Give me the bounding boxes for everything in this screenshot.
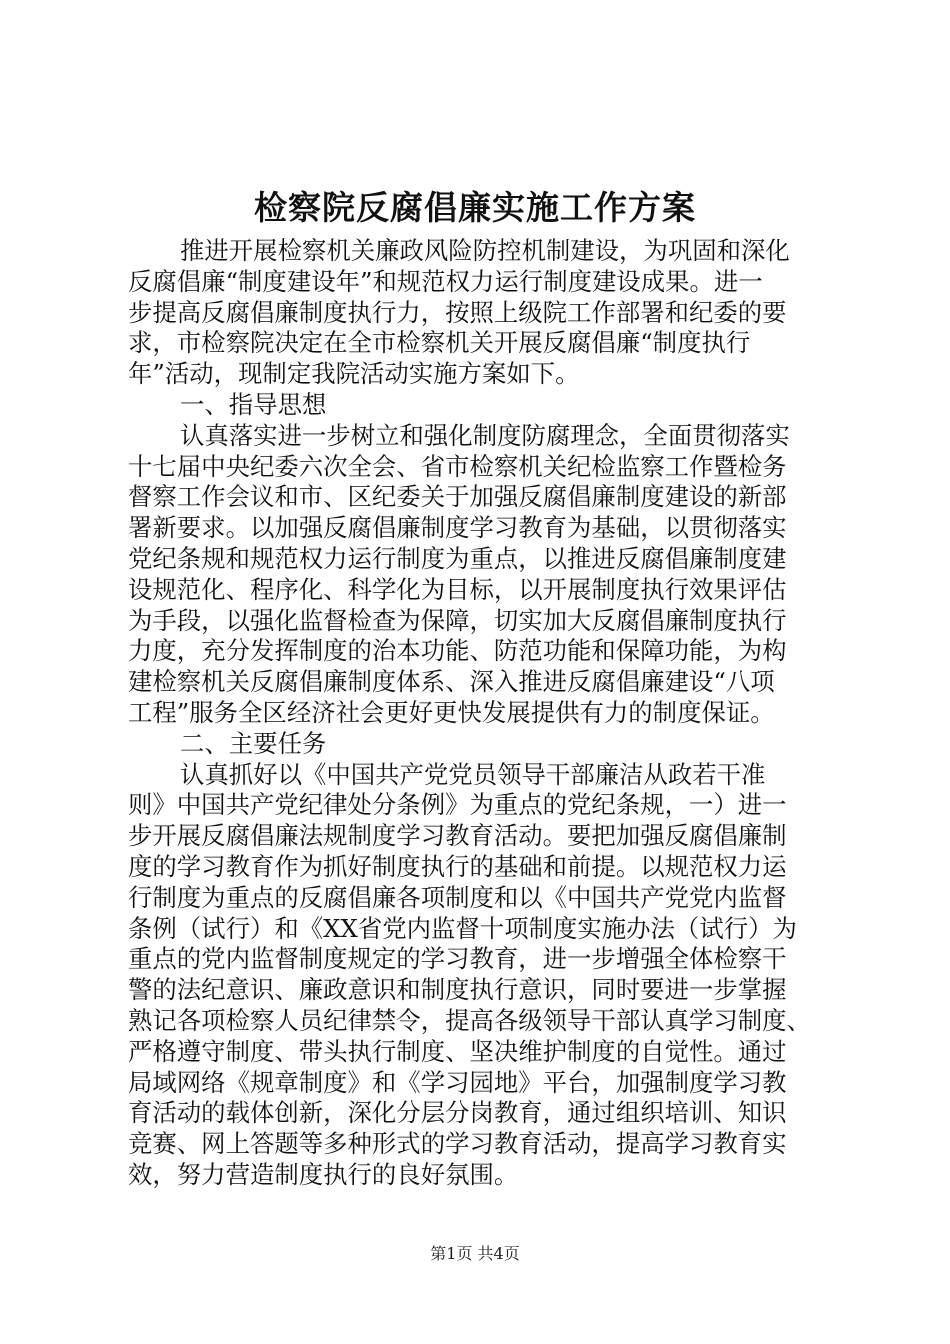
section-heading: 二、主要任务: [180, 728, 327, 758]
text-line: 党纪条规和规范权力运行制度为重点，以推进反腐倡廉制度建: [128, 543, 787, 573]
text-line: 工程”服务全区经济社会更好更快发展提供有力的制度保证。: [128, 697, 775, 727]
text-line: 重点的党内监督制度规定的学习教育，进一步增强全体检察干: [128, 944, 787, 974]
text-line: 育活动的载体创新，深化分层分岗教育，通过组织培训、知识: [128, 1098, 787, 1128]
text-line: 求，市检察院决定在全市检察机关开展反腐倡廉“制度执行: [128, 328, 751, 358]
text-line: 建检察机关反腐倡廉制度体系、深入推进反腐倡廉建设“八项: [128, 667, 775, 697]
page-footer: 第1页 共4页: [430, 1244, 520, 1263]
text-line: 认真抓好以《中国共产党党员领导干部廉洁从政若干准: [180, 759, 766, 789]
text-line: 局域网络《规章制度》和《学习园地》平台，加强制度学习教: [128, 1067, 787, 1097]
document-body: [128, 236, 832, 1191]
text-line: 严格遵守制度、带头执行制度、坚决维护制度的自觉性。通过: [128, 1036, 787, 1066]
text-line: 署新要求。以加强反腐倡廉制度学习教育为基础，以贯彻落实: [128, 513, 787, 543]
text-line: 效，努力营造制度执行的良好氛围。: [128, 1159, 519, 1189]
text-line: 年”活动，现制定我院活动实施方案如下。: [128, 359, 580, 389]
text-line: 度的学习教育作为抓好制度执行的基础和前提。以规范权力运: [128, 851, 787, 881]
text-line: 设规范化、程序化、科学化为目标，以开展制度执行效果评估: [128, 574, 787, 604]
text-line: 警的法纪意识、廉政意识和制度执行意识，同时要进一步掌握: [128, 975, 787, 1005]
text-line: 推进开展检察机关廉政风险防控机制建设，为巩固和深化: [180, 236, 790, 265]
text-line: 行制度为重点的反腐倡廉各项制度和以《中国共产党党内监督: [128, 882, 787, 912]
text-line: 督察工作会议和市、区纪委关于加强反腐倡廉制度建设的新部: [128, 482, 787, 512]
document-title: 检察院反腐倡廉实施工作方案: [254, 188, 696, 227]
text-line: 条例（试行）和《XX省党内监督十项制度实施办法（试行）为: [128, 913, 797, 943]
text-line: 步提高反腐倡廉制度执行力，按照上级院工作部署和纪委的要: [128, 297, 787, 327]
text-line: 力度，充分发挥制度的治本功能、防范功能和保障功能，为构: [128, 636, 787, 666]
text-line: 为手段，以强化监督检查为保障，切实加大反腐倡廉制度执行: [128, 605, 787, 635]
text-line: 反腐倡廉“制度建设年”和规范权力运行制度建设成果。进一: [128, 266, 763, 296]
section-heading: 一、指导思想: [180, 389, 327, 419]
text-line: 认真落实进一步树立和强化制度防腐理念，全面贯彻落实: [180, 420, 790, 450]
text-line: 熟记各项检察人员纪律禁令，提高各级领导干部认真学习制度、: [128, 1005, 811, 1035]
text-line: 步开展反腐倡廉法规制度学习教育活动。要把加强反腐倡廉制: [128, 821, 787, 851]
text-line: 竞赛、网上答题等多种形式的学习教育活动，提高学习教育实: [128, 1129, 787, 1159]
text-line: 十七届中央纪委六次全会、省市检察机关纪检监察工作暨检务: [128, 451, 787, 481]
text-line: 则》中国共产党纪律处分条例》为重点的党纪条规，一）进一: [128, 790, 787, 820]
